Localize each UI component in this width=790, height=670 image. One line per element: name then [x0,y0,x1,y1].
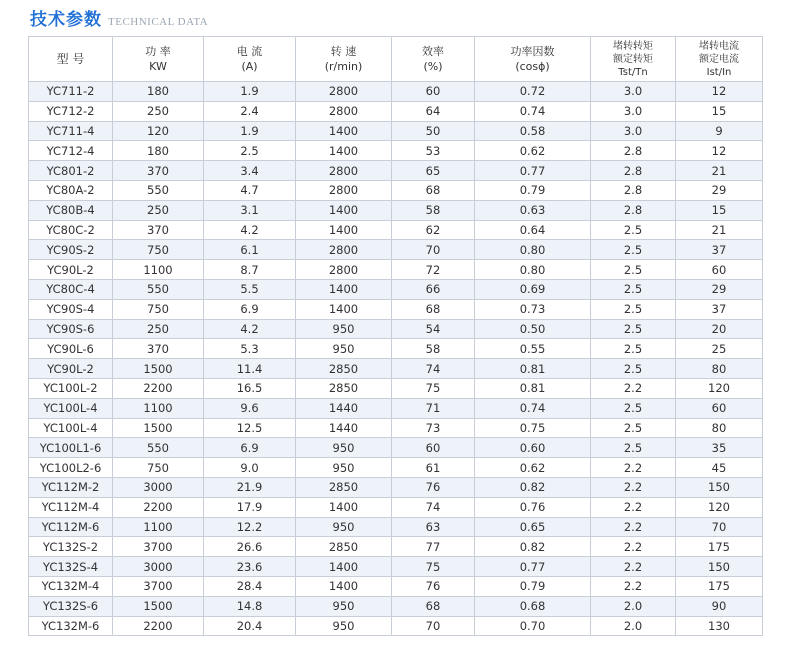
cell-power-factor: 0.81 [475,359,591,379]
cell-efficiency: 58 [392,200,475,220]
cell-power: 2200 [113,378,204,398]
cell-power: 250 [113,319,204,339]
cell-speed: 1400 [296,141,392,161]
cell-power: 250 [113,101,204,121]
cell-current: 12.2 [204,517,296,537]
table-row [29,101,763,121]
cell-torque-ratio: 2.5 [591,359,676,379]
cell-power-factor: 0.76 [475,497,591,517]
cell-model: YC801-2 [29,161,113,181]
header-current [204,37,296,82]
cell-efficiency: 60 [392,438,475,458]
cell-torque-ratio: 2.0 [591,596,676,616]
header-label-line: 额定电流 [699,53,739,65]
cell-power: 120 [113,121,204,141]
cell-torque-ratio: 2.2 [591,576,676,596]
cell-torque-ratio: 2.2 [591,537,676,557]
cell-efficiency: 62 [392,220,475,240]
cell-model: YC100L-2 [29,378,113,398]
cell-current-ratio: 130 [676,616,763,636]
cell-current: 2.4 [204,101,296,121]
cell-model: YC100L-4 [29,398,113,418]
table-row [29,240,763,260]
cell-current-ratio: 37 [676,240,763,260]
cell-power: 1100 [113,260,204,280]
cell-power-factor: 0.77 [475,557,591,577]
header-label-line: 电 流 [236,45,263,58]
table-row [29,121,763,141]
cell-efficiency: 61 [392,458,475,478]
header-current-ratio [676,37,763,82]
cell-current: 23.6 [204,557,296,577]
cell-current-ratio: 21 [676,161,763,181]
cell-current: 28.4 [204,576,296,596]
cell-model: YC712-2 [29,101,113,121]
cell-current: 5.3 [204,339,296,359]
cell-power-factor: 0.72 [475,82,591,102]
header-label-line: 功率因数 [510,45,555,58]
cell-model: YC132S-2 [29,537,113,557]
cell-current: 3.4 [204,161,296,181]
cell-efficiency: 73 [392,418,475,438]
cell-power: 370 [113,161,204,181]
cell-efficiency: 66 [392,279,475,299]
cell-torque-ratio: 2.8 [591,180,676,200]
cell-current-ratio: 80 [676,359,763,379]
cell-power-factor: 0.81 [475,378,591,398]
cell-speed: 1400 [296,576,392,596]
cell-model: YC90S-6 [29,319,113,339]
cell-power-factor: 0.80 [475,240,591,260]
cell-model: YC90S-4 [29,299,113,319]
cell-speed: 1400 [296,279,392,299]
header-label-line: 额定转矩 [613,53,653,65]
cell-speed: 950 [296,458,392,478]
table-row [29,398,763,418]
cell-power: 250 [113,200,204,220]
header-power [113,37,204,82]
cell-current: 20.4 [204,616,296,636]
cell-power: 1100 [113,517,204,537]
cell-current-ratio: 150 [676,557,763,577]
technical-data-table [28,36,763,636]
cell-current-ratio: 120 [676,378,763,398]
cell-power-factor: 0.58 [475,121,591,141]
table-row [29,319,763,339]
cell-power-factor: 0.70 [475,616,591,636]
cell-current-ratio: 120 [676,497,763,517]
cell-efficiency: 71 [392,398,475,418]
cell-speed: 2850 [296,359,392,379]
table-row [29,359,763,379]
cell-power-factor: 0.50 [475,319,591,339]
cell-model: YC90L-2 [29,260,113,280]
table-row [29,378,763,398]
cell-power-factor: 0.82 [475,537,591,557]
cell-model: YC80B-4 [29,200,113,220]
section-subtitle: TECHNICAL DATA [108,16,209,28]
table-row [29,596,763,616]
section-title: 技术参数 [30,10,102,30]
table-row [29,537,763,557]
cell-current-ratio: 12 [676,82,763,102]
cell-efficiency: 74 [392,359,475,379]
header-label-line: 功 率 [145,45,171,58]
cell-current-ratio: 29 [676,180,763,200]
cell-power-factor: 0.55 [475,339,591,359]
header-power-factor [475,37,591,82]
cell-power-factor: 0.69 [475,279,591,299]
header-label-line: 型 号 [56,52,85,66]
cell-current-ratio: 20 [676,319,763,339]
cell-model: YC132S-6 [29,596,113,616]
cell-torque-ratio: 2.2 [591,497,676,517]
cell-speed: 1440 [296,398,392,418]
cell-power: 180 [113,82,204,102]
cell-current: 12.5 [204,418,296,438]
table-row [29,497,763,517]
header-label-line: 转 速 [330,45,357,58]
section-heading [30,5,208,31]
cell-current-ratio: 37 [676,299,763,319]
cell-model: YC132M-6 [29,616,113,636]
cell-model: YC100L2-6 [29,458,113,478]
cell-current-ratio: 175 [676,576,763,596]
header-torque-ratio [591,37,676,82]
cell-current-ratio: 21 [676,220,763,240]
cell-efficiency: 72 [392,260,475,280]
cell-model: YC132M-4 [29,576,113,596]
cell-current-ratio: 12 [676,141,763,161]
cell-current: 4.7 [204,180,296,200]
cell-power-factor: 0.77 [475,161,591,181]
cell-current-ratio: 60 [676,260,763,280]
cell-model: YC112M-6 [29,517,113,537]
cell-model: YC80A-2 [29,180,113,200]
cell-efficiency: 60 [392,82,475,102]
cell-speed: 950 [296,319,392,339]
cell-efficiency: 75 [392,557,475,577]
cell-power: 550 [113,279,204,299]
cell-efficiency: 75 [392,378,475,398]
cell-efficiency: 68 [392,596,475,616]
cell-power-factor: 0.65 [475,517,591,537]
cell-current-ratio: 175 [676,537,763,557]
cell-speed: 2800 [296,161,392,181]
cell-model: YC100L-4 [29,418,113,438]
cell-torque-ratio: 2.8 [591,141,676,161]
cell-speed: 2850 [296,477,392,497]
cell-torque-ratio: 2.5 [591,260,676,280]
cell-speed: 1400 [296,299,392,319]
cell-torque-ratio: 2.5 [591,319,676,339]
cell-current-ratio: 80 [676,418,763,438]
cell-efficiency: 74 [392,497,475,517]
table-row [29,616,763,636]
table-row [29,517,763,537]
cell-speed: 950 [296,438,392,458]
cell-speed: 2800 [296,101,392,121]
cell-torque-ratio: 3.0 [591,82,676,102]
cell-efficiency: 76 [392,477,475,497]
cell-current: 21.9 [204,477,296,497]
cell-model: YC90L-2 [29,359,113,379]
cell-power-factor: 0.60 [475,438,591,458]
cell-model: YC112M-2 [29,477,113,497]
cell-torque-ratio: 2.5 [591,398,676,418]
cell-current-ratio: 150 [676,477,763,497]
cell-model: YC90L-6 [29,339,113,359]
cell-current-ratio: 29 [676,279,763,299]
cell-speed: 1400 [296,121,392,141]
cell-efficiency: 77 [392,537,475,557]
cell-power: 750 [113,458,204,478]
cell-current: 1.9 [204,82,296,102]
cell-current: 2.5 [204,141,296,161]
cell-torque-ratio: 2.5 [591,438,676,458]
cell-torque-ratio: 2.2 [591,517,676,537]
cell-speed: 1400 [296,497,392,517]
cell-model: YC132S-4 [29,557,113,577]
cell-torque-ratio: 2.5 [591,418,676,438]
cell-speed: 1400 [296,220,392,240]
cell-model: YC100L1-6 [29,438,113,458]
table-row [29,458,763,478]
cell-current: 16.5 [204,378,296,398]
cell-current-ratio: 90 [676,596,763,616]
cell-current-ratio: 15 [676,101,763,121]
header-label-line: Tst/Tn [618,66,648,78]
header-speed [296,37,392,82]
cell-torque-ratio: 2.5 [591,279,676,299]
header-model [29,37,113,82]
cell-efficiency: 76 [392,576,475,596]
cell-speed: 950 [296,517,392,537]
header-efficiency [392,37,475,82]
table-header [29,37,763,82]
cell-power: 750 [113,299,204,319]
cell-speed: 950 [296,339,392,359]
header-label-line: Ist/In [706,66,732,78]
cell-efficiency: 63 [392,517,475,537]
cell-efficiency: 70 [392,240,475,260]
header-label-line: (cosϕ) [515,60,550,73]
table-row [29,299,763,319]
cell-power-factor: 0.75 [475,418,591,438]
table-row [29,477,763,497]
cell-model: YC711-4 [29,121,113,141]
cell-speed: 950 [296,596,392,616]
cell-torque-ratio: 2.2 [591,378,676,398]
cell-power: 180 [113,141,204,161]
cell-current: 1.9 [204,121,296,141]
table-row [29,141,763,161]
table-row [29,260,763,280]
cell-speed: 2800 [296,240,392,260]
cell-power: 750 [113,240,204,260]
cell-power: 1500 [113,418,204,438]
cell-power: 1100 [113,398,204,418]
cell-power: 3000 [113,557,204,577]
cell-current: 8.7 [204,260,296,280]
header-label-line: (A) [241,60,258,73]
cell-current: 3.1 [204,200,296,220]
cell-current: 14.8 [204,596,296,616]
cell-current-ratio: 9 [676,121,763,141]
cell-torque-ratio: 3.0 [591,101,676,121]
cell-power: 370 [113,339,204,359]
cell-speed: 2800 [296,260,392,280]
cell-torque-ratio: 2.2 [591,557,676,577]
table-body [29,82,763,636]
cell-current: 6.9 [204,438,296,458]
cell-power-factor: 0.62 [475,141,591,161]
table-row [29,557,763,577]
cell-current: 4.2 [204,220,296,240]
cell-speed: 1400 [296,557,392,577]
cell-torque-ratio: 2.5 [591,299,676,319]
table-row [29,200,763,220]
header-row [29,37,763,82]
cell-current-ratio: 15 [676,200,763,220]
cell-torque-ratio: 2.5 [591,240,676,260]
cell-power-factor: 0.73 [475,299,591,319]
cell-speed: 1400 [296,200,392,220]
cell-torque-ratio: 3.0 [591,121,676,141]
cell-power-factor: 0.64 [475,220,591,240]
cell-power-factor: 0.74 [475,101,591,121]
cell-model: YC112M-4 [29,497,113,517]
cell-power: 3700 [113,576,204,596]
cell-current: 11.4 [204,359,296,379]
table-row [29,279,763,299]
table-row [29,82,763,102]
header-label-line: KW [149,60,167,73]
cell-torque-ratio: 2.5 [591,220,676,240]
cell-model: YC90S-2 [29,240,113,260]
cell-speed: 2850 [296,537,392,557]
cell-power-factor: 0.63 [475,200,591,220]
header-label-line: 堵转电流 [699,40,739,52]
cell-power: 550 [113,180,204,200]
cell-power: 3700 [113,537,204,557]
cell-current: 9.0 [204,458,296,478]
table-row [29,220,763,240]
cell-current: 5.5 [204,279,296,299]
cell-power-factor: 0.62 [475,458,591,478]
cell-power: 2200 [113,616,204,636]
header-label-line: (%) [423,60,443,73]
table-row [29,161,763,181]
cell-model: YC80C-4 [29,279,113,299]
cell-current: 6.9 [204,299,296,319]
cell-power-factor: 0.82 [475,477,591,497]
cell-power: 1500 [113,359,204,379]
header-label-line: (r/min) [324,60,363,73]
cell-current-ratio: 45 [676,458,763,478]
cell-power-factor: 0.79 [475,180,591,200]
header-label-line: 效率 [422,45,444,58]
cell-current: 17.9 [204,497,296,517]
cell-current: 9.6 [204,398,296,418]
table-row [29,418,763,438]
cell-power-factor: 0.68 [475,596,591,616]
cell-efficiency: 50 [392,121,475,141]
cell-model: YC80C-2 [29,220,113,240]
cell-power: 550 [113,438,204,458]
cell-speed: 2850 [296,378,392,398]
cell-current-ratio: 25 [676,339,763,359]
cell-power-factor: 0.74 [475,398,591,418]
cell-speed: 2800 [296,82,392,102]
cell-torque-ratio: 2.5 [591,339,676,359]
cell-current: 26.6 [204,537,296,557]
cell-current-ratio: 60 [676,398,763,418]
cell-torque-ratio: 2.8 [591,161,676,181]
cell-efficiency: 70 [392,616,475,636]
cell-efficiency: 58 [392,339,475,359]
cell-efficiency: 53 [392,141,475,161]
cell-efficiency: 68 [392,299,475,319]
cell-torque-ratio: 2.2 [591,458,676,478]
table-row [29,576,763,596]
cell-model: YC711-2 [29,82,113,102]
table-row [29,438,763,458]
cell-current: 4.2 [204,319,296,339]
cell-torque-ratio: 2.2 [591,477,676,497]
cell-speed: 2800 [296,180,392,200]
cell-efficiency: 54 [392,319,475,339]
cell-speed: 1440 [296,418,392,438]
cell-power: 3000 [113,477,204,497]
cell-power: 2200 [113,497,204,517]
header-label-line: 堵转转矩 [613,40,653,52]
cell-efficiency: 64 [392,101,475,121]
cell-current-ratio: 35 [676,438,763,458]
cell-torque-ratio: 2.0 [591,616,676,636]
table-row [29,339,763,359]
cell-torque-ratio: 2.8 [591,200,676,220]
cell-power: 370 [113,220,204,240]
cell-efficiency: 65 [392,161,475,181]
cell-power-factor: 0.80 [475,260,591,280]
cell-model: YC712-4 [29,141,113,161]
cell-power: 1500 [113,596,204,616]
table-row [29,180,763,200]
cell-current-ratio: 70 [676,517,763,537]
cell-power-factor: 0.79 [475,576,591,596]
cell-current: 6.1 [204,240,296,260]
cell-speed: 950 [296,616,392,636]
cell-efficiency: 68 [392,180,475,200]
